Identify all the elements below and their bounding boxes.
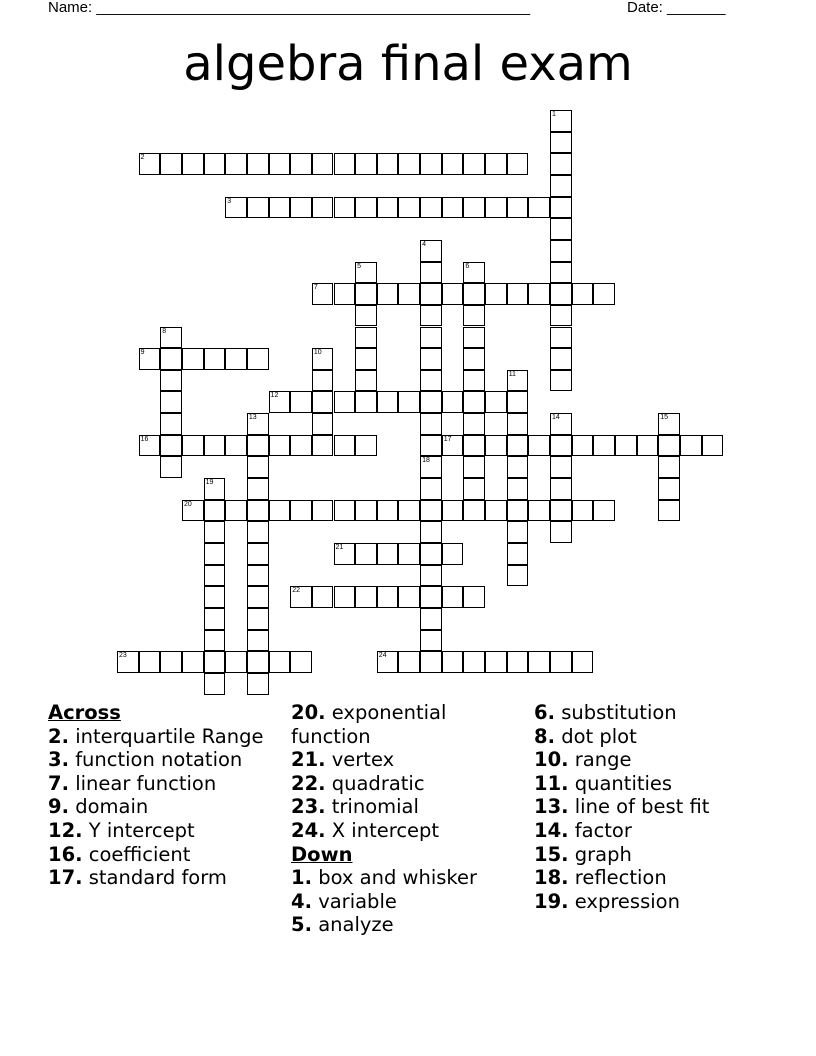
grid-cell[interactable] [182,500,204,522]
clue-down-8: 8. dot plot [534,724,637,748]
grid-cell[interactable] [485,197,507,219]
grid-cell[interactable] [420,435,442,457]
page-title: algebra final exam [183,36,633,92]
clue-across-16: 16. coefficient [48,842,191,866]
grid-cell[interactable] [377,153,399,175]
clue-number: 10 [313,349,322,357]
grid-cell[interactable] [463,370,485,392]
grid-cell[interactable] [355,500,377,522]
clue-column-2 [291,701,521,937]
grid-cell[interactable] [658,413,680,435]
grid-cell[interactable] [442,586,464,608]
grid-cell[interactable] [420,500,442,522]
clue-number: 9 [140,349,145,357]
grid-cell[interactable] [572,500,594,522]
grid-cell[interactable] [442,543,464,565]
grid-cell[interactable] [247,348,269,370]
clue-down-19: 19. expression [534,889,680,913]
grid-cell[interactable] [550,327,572,349]
grid-cell[interactable] [312,586,334,608]
grid-cell[interactable] [204,348,226,370]
grid-cell[interactable] [377,391,399,413]
grid-cell[interactable] [507,651,529,673]
grid-cell[interactable] [117,651,139,673]
grid-cell[interactable] [572,435,594,457]
grid-cell[interactable] [507,370,529,392]
grid-cell[interactable] [225,435,247,457]
grid-cell[interactable] [572,651,594,673]
grid-cell[interactable] [398,651,420,673]
grid-cell[interactable] [420,456,442,478]
grid-cell[interactable] [420,283,442,305]
grid-cell[interactable] [355,391,377,413]
grid-cell[interactable] [463,651,485,673]
grid-cell[interactable] [420,630,442,652]
grid-cell[interactable] [550,478,572,500]
grid-cell[interactable] [247,478,269,500]
grid-cell[interactable] [334,586,356,608]
grid-cell[interactable] [139,651,161,673]
grid-cell[interactable] [420,651,442,673]
clue-across-2: 2. interquartile Range [48,724,264,748]
grid-cell[interactable] [398,543,420,565]
grid-cell[interactable] [420,305,442,327]
grid-cell[interactable] [355,370,377,392]
grid-cell[interactable] [182,651,204,673]
grid-cell[interactable] [550,305,572,327]
grid-cell[interactable] [247,153,269,175]
grid-cell[interactable] [507,543,529,565]
grid-cell[interactable] [463,327,485,349]
grid-cell[interactable] [269,391,291,413]
grid-cell[interactable] [160,413,182,435]
grid-cell[interactable] [550,240,572,262]
grid-cell[interactable] [377,500,399,522]
clue-down-11: 11. quantities [534,771,673,795]
clue-number: 23 [119,652,127,660]
grid-cell[interactable] [355,543,377,565]
grid-cell[interactable] [485,153,507,175]
grid-cell[interactable] [355,305,377,327]
grid-cell[interactable] [507,413,529,435]
clue-number: 18 [422,457,430,465]
grid-cell[interactable] [377,197,399,219]
grid-cell[interactable] [398,283,420,305]
grid-cell[interactable] [485,283,507,305]
grid-cell[interactable] [312,348,334,370]
grid-cell[interactable] [269,435,291,457]
grid-cell[interactable] [247,543,269,565]
grid-cell[interactable] [204,543,226,565]
grid-cell[interactable] [420,413,442,435]
grid-cell[interactable] [528,283,550,305]
clue-column-3 [534,701,774,913]
clue-number: 5 [357,262,362,270]
grid-cell[interactable] [550,283,572,305]
grid-cell[interactable] [680,435,702,457]
grid-cell[interactable] [420,391,442,413]
grid-cell[interactable] [637,435,659,457]
clue-number: 13 [248,414,257,422]
clue-number: 6 [465,262,470,270]
grid-cell[interactable] [160,348,182,370]
grid-cell[interactable] [442,500,464,522]
grid-cell[interactable] [420,586,442,608]
grid-cell[interactable] [507,500,529,522]
grid-cell[interactable] [160,370,182,392]
clue-number: 21 [335,544,344,551]
grid-cell[interactable] [485,435,507,457]
clue-number: 4 [422,240,426,248]
grid-cell[interactable] [550,262,572,284]
grid-cell[interactable] [334,153,356,175]
grid-cell[interactable] [463,283,485,305]
grid-cell[interactable] [593,435,615,457]
grid-cell[interactable] [507,197,529,219]
grid-cell[interactable] [377,586,399,608]
grid-cell[interactable] [420,521,442,543]
clue-across-17: 17. standard form [48,866,227,890]
grid-cell[interactable] [377,283,399,305]
grid-cell[interactable] [420,565,442,587]
clue-down-14: 14. factor [534,818,632,842]
grid-cell[interactable] [550,175,572,197]
grid-cell[interactable] [550,521,572,543]
grid-cell[interactable] [312,197,334,219]
clue-across-22: 22. quadratic [291,771,425,795]
grid-cell[interactable] [658,500,680,522]
grid-cell[interactable] [334,543,356,565]
grid-cell[interactable] [160,651,182,673]
clue-across-21: 21. vertex [291,748,395,772]
grid-cell[interactable] [658,456,680,478]
grid-cell[interactable] [550,197,572,219]
grid-cell[interactable] [247,435,269,457]
grid-cell[interactable] [334,283,356,305]
grid-cell[interactable] [420,197,442,219]
grid-cell[interactable] [139,153,161,175]
grid-cell[interactable] [615,435,637,457]
grid-cell[interactable] [160,391,182,413]
grid-cell[interactable] [420,608,442,630]
grid-cell[interactable] [398,586,420,608]
grid-cell[interactable] [507,391,529,413]
grid-cell[interactable] [204,565,226,587]
grid-cell[interactable] [204,478,226,500]
grid-cell[interactable] [528,651,550,673]
grid-cell[interactable] [485,500,507,522]
grid-cell[interactable] [463,478,485,500]
grid-cell[interactable] [204,435,226,457]
grid-cell[interactable] [593,283,615,305]
grid-cell[interactable] [334,391,356,413]
grid-cell[interactable] [398,197,420,219]
grid-cell[interactable] [269,500,291,522]
grid-cell[interactable] [485,651,507,673]
clue-down-4: 4. variable [291,889,397,913]
grid-cell[interactable] [377,651,399,673]
grid-cell[interactable] [269,197,291,219]
grid-cell[interactable] [247,521,269,543]
clue-across-20: 20. exponential function [291,701,447,748]
grid-cell[interactable] [507,435,529,457]
clue-number: 24 [378,652,387,660]
grid-cell[interactable] [507,456,529,478]
across-heading: Across [48,701,121,724]
grid-cell[interactable] [204,651,226,673]
grid-cell[interactable] [420,153,442,175]
date-field-label: Date: _______ [627,0,726,16]
grid-cell[interactable] [247,413,269,435]
grid-cell[interactable] [420,240,442,262]
grid-cell[interactable] [160,327,182,349]
grid-cell[interactable] [225,348,247,370]
grid-cell[interactable] [485,391,507,413]
grid-cell[interactable] [442,197,464,219]
grid-cell[interactable] [463,586,485,608]
grid-cell[interactable] [507,565,529,587]
grid-cell[interactable] [550,500,572,522]
clue-down-13: 13. line of best fit [534,795,710,819]
name-field-label: Name: ____________________________________________________ [48,0,531,16]
grid-cell[interactable] [463,456,485,478]
clue-number: 15 [660,414,669,422]
clue-down-18: 18. reflection [534,866,667,890]
grid-cell[interactable] [550,153,572,175]
grid-cell[interactable] [507,153,529,175]
clue-across-3: 3. function notation [48,748,243,772]
grid-cell[interactable] [269,153,291,175]
clue-down-1: 1. box and whisker [291,866,478,890]
grid-cell[interactable] [204,586,226,608]
grid-cell[interactable] [182,348,204,370]
grid-cell[interactable] [442,283,464,305]
grid-cell[interactable] [463,500,485,522]
clue-across-23: 23. trinomial [291,795,419,819]
clue-number: 19 [205,479,214,487]
grid-cell[interactable] [355,262,377,284]
grid-cell[interactable] [290,391,312,413]
clue-across-12: 12. Y intercept [48,818,195,842]
grid-cell[interactable] [355,327,377,349]
grid-cell[interactable] [550,110,572,132]
grid-cell[interactable] [312,370,334,392]
grid-cell[interactable] [507,521,529,543]
grid-cell[interactable] [334,197,356,219]
grid-cell[interactable] [290,153,312,175]
grid-cell[interactable] [550,413,572,435]
grid-cell[interactable] [702,435,724,457]
grid-cell[interactable] [204,521,226,543]
clue-across-7: 7. linear function [48,771,217,795]
grid-cell[interactable] [204,608,226,630]
grid-cell[interactable] [550,132,572,154]
grid-cell[interactable] [398,391,420,413]
clue-number: 11 [508,370,516,378]
grid-cell[interactable] [550,435,572,457]
clue-number: 3 [227,197,232,205]
grid-cell[interactable] [355,153,377,175]
clue-down-15: 15. graph [534,842,632,866]
down-heading: Down [291,842,353,866]
grid-cell[interactable] [550,348,572,370]
grid-cell[interactable] [463,435,485,457]
grid-cell[interactable] [247,456,269,478]
grid-cell[interactable] [269,651,291,673]
grid-cell[interactable] [312,391,334,413]
grid-cell[interactable] [160,153,182,175]
grid-cell[interactable] [225,197,247,219]
grid-cell[interactable] [247,608,269,630]
grid-cell[interactable] [658,435,680,457]
grid-cell[interactable] [355,348,377,370]
grid-cell[interactable] [225,651,247,673]
grid-cell[interactable] [398,153,420,175]
grid-cell[interactable] [355,283,377,305]
grid-cell[interactable] [398,500,420,522]
grid-cell[interactable] [247,651,269,673]
clue-down-6: 6. substitution [534,701,677,724]
grid-cell[interactable] [528,197,550,219]
grid-cell[interactable] [290,586,312,608]
grid-cell[interactable] [312,413,334,435]
grid-cell[interactable] [312,500,334,522]
grid-cell[interactable] [204,153,226,175]
grid-cell[interactable] [204,673,226,695]
grid-cell[interactable] [204,630,226,652]
grid-cell[interactable] [463,262,485,284]
grid-cell[interactable] [463,305,485,327]
grid-cell[interactable] [355,586,377,608]
clue-number: 8 [162,327,167,335]
grid-cell[interactable] [160,456,182,478]
grid-cell[interactable] [593,500,615,522]
grid-cell[interactable] [420,327,442,349]
clue-down-5: 5. analyze [291,913,394,937]
grid-cell[interactable] [247,630,269,652]
clue-across-24: 24. X intercept [291,818,440,842]
grid-cell[interactable] [420,543,442,565]
grid-cell[interactable] [225,153,247,175]
clue-number: 14 [552,414,560,422]
clue-number: 2 [140,154,145,162]
grid-cell[interactable] [442,435,464,457]
clue-column-1 [48,701,278,890]
grid-cell[interactable] [420,478,442,500]
grid-cell[interactable] [658,478,680,500]
grid-cell[interactable] [463,153,485,175]
grid-cell[interactable] [550,456,572,478]
grid-cell[interactable] [225,500,247,522]
grid-cell[interactable] [334,500,356,522]
grid-cell[interactable] [160,435,182,457]
grid-cell[interactable] [550,218,572,240]
grid-cell[interactable] [463,197,485,219]
clue-number: 7 [313,284,318,292]
clue-number: 16 [140,435,149,443]
grid-cell[interactable] [528,435,550,457]
grid-cell[interactable] [182,153,204,175]
grid-cell[interactable] [463,413,485,435]
grid-cell[interactable] [247,500,269,522]
grid-cell[interactable] [204,500,226,522]
grid-cell[interactable] [247,565,269,587]
grid-cell[interactable] [312,283,334,305]
grid-cell[interactable] [290,197,312,219]
grid-cell[interactable] [312,153,334,175]
grid-cell[interactable] [463,348,485,370]
clue-number: 22 [292,587,300,595]
grid-cell[interactable] [507,283,529,305]
grid-cell[interactable] [139,348,161,370]
grid-cell[interactable] [442,153,464,175]
grid-cell[interactable] [247,673,269,695]
grid-cell[interactable] [528,500,550,522]
grid-cell[interactable] [355,435,377,457]
grid-cell[interactable] [334,435,356,457]
grid-cell[interactable] [420,262,442,284]
clue-number: 1 [552,111,556,118]
grid-cell[interactable] [139,435,161,457]
clue-number: 17 [443,435,452,443]
grid-cell[interactable] [507,478,529,500]
clue-across-9: 9. domain [48,795,149,819]
grid-cell[interactable] [247,586,269,608]
grid-cell[interactable] [377,543,399,565]
grid-cell[interactable] [420,370,442,392]
clue-number: 12 [270,392,279,400]
grid-cell[interactable] [550,651,572,673]
grid-cell[interactable] [463,391,485,413]
grid-cell[interactable] [290,500,312,522]
grid-cell[interactable] [247,197,269,219]
grid-cell[interactable] [550,370,572,392]
clue-down-10: 10. range [534,748,632,772]
grid-cell[interactable] [442,651,464,673]
grid-cell[interactable] [182,435,204,457]
clue-number: 20 [183,500,192,508]
grid-cell[interactable] [290,435,312,457]
grid-cell[interactable] [355,197,377,219]
grid-cell[interactable] [572,283,594,305]
grid-cell[interactable] [290,651,312,673]
grid-cell[interactable] [442,391,464,413]
grid-cell[interactable] [312,435,334,457]
grid-cell[interactable] [420,348,442,370]
